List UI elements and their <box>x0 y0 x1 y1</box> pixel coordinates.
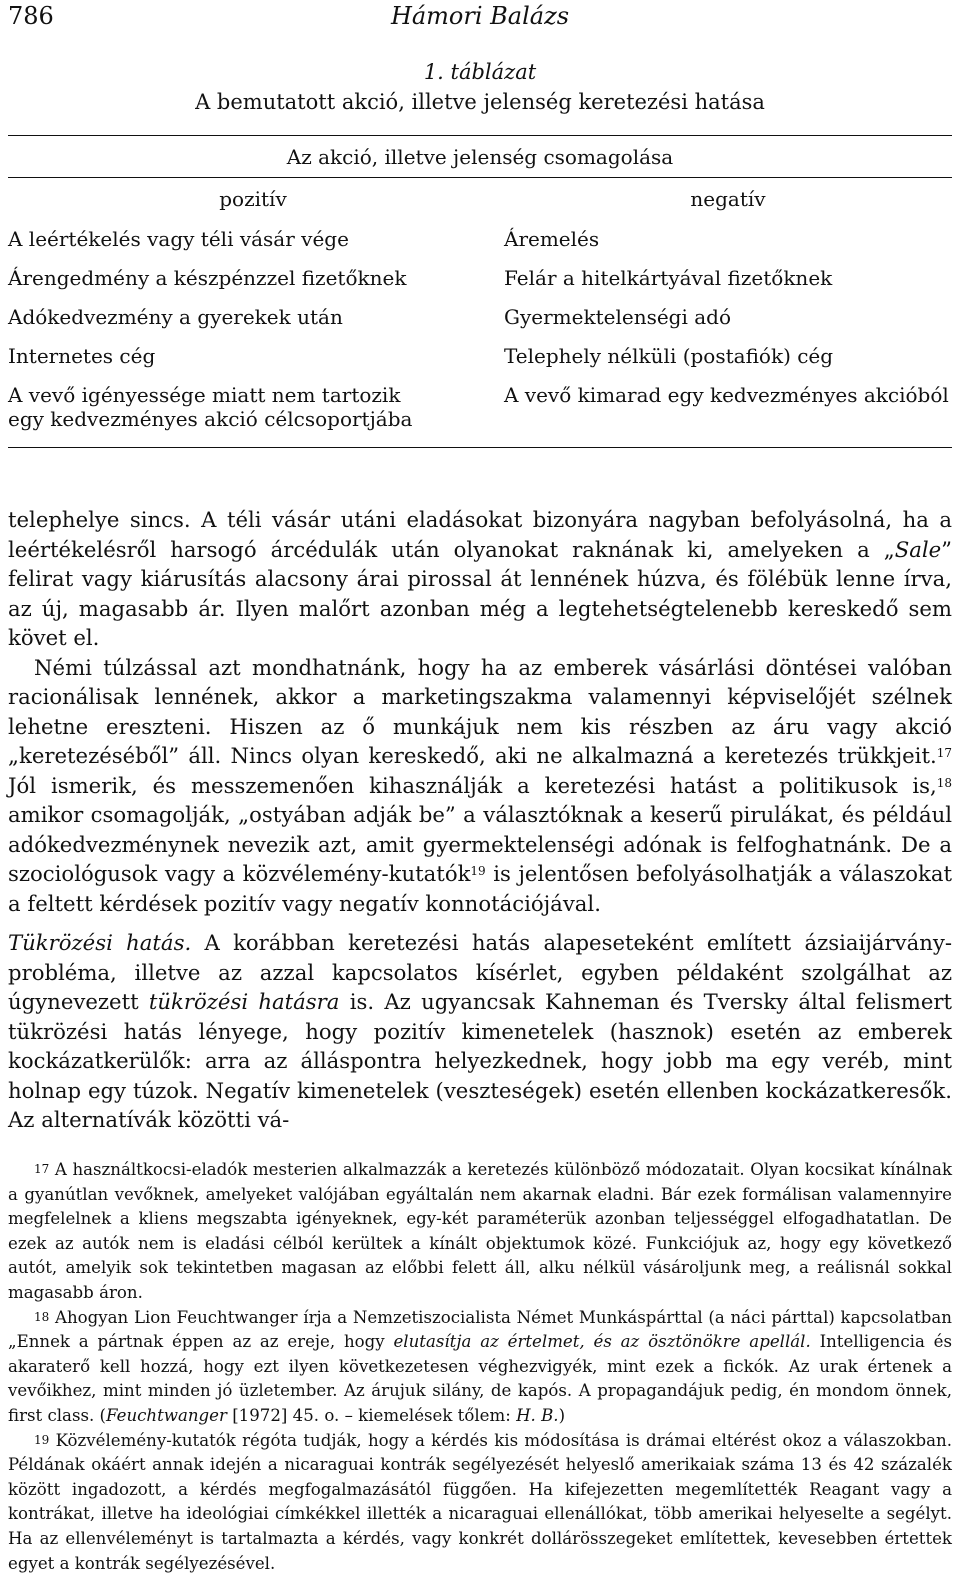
footnote-text: Ahogyan Lion Feuchtwanger írja a Nemzetiszocialista Német Munkáspárttal (a náci párttal) kapcsolatban „Ennek a pártnak éppen az az ereje, hogy <box>8 1307 952 1352</box>
table-row <box>8 227 952 266</box>
footnote-number: 18 <box>34 1309 50 1324</box>
table-bottom-rule <box>8 447 952 448</box>
footnote-text: ) <box>558 1405 566 1425</box>
text-run: is. Az ugyancsak Kahneman és Tversky által felismert tükrözési hatás lényege, hogy pozitív kimenetelek (hasznok) esetén az emberek kockázatkerülők: arra az álláspontra helyezkednek, hogy jobb ma egy veréb, mint holnap egy túzok. Negatív kimenetelek (veszteségek) esetén ellenben kockázatkeresők. Az alternatívák közötti vá- <box>8 989 952 1132</box>
table-top-rule <box>8 135 952 136</box>
text-run: Jól ismerik, és messzemenően kihasználják a keretezési hatást a politikusok is, <box>8 772 937 798</box>
table-row <box>8 305 952 344</box>
footnote-ref[interactable]: 18 <box>936 775 952 790</box>
footnote-text: [1972] 45. o. – kiemelések tőlem: <box>226 1405 517 1425</box>
footnote <box>8 1429 952 1576</box>
table-cell-negative: Gyermektelenségi adó <box>504 305 732 329</box>
paragraph <box>8 653 952 919</box>
table-cell-positive <box>8 383 488 431</box>
table-row <box>8 344 952 383</box>
text-run: amikor csomagolják, „ostyában adják be” a választóknak a keserű pirulákat, és például adókedvezménynek nevezik azt, amit gyermektelenségi adónak is felfoghatnánk. De a szociológusok vagy a közvélemény-kutatók <box>8 802 952 886</box>
footnote-text: Közvélemény-kutatók régóta tudják, hogy a kérdés kis módosítása is drámai eltérést okoz a válaszokban. Példának okáért annak idején a nicaraguai kontrák segélyezését helyeslő amerikaiak száma 13 és 42 százalék között ingadozott, a kérdés megfogalmazásától függően. Ha kifejezetten megemlítették Reagant vagy a kontrákat, illetve ha ideológiai címkékkel illették a nicaraguai ellenállókat, több amerikai helyeselte a segélyt. Ha az ellenvéleményt is tartalmazta a kérdés, vagy konkrét dollárösszegeket említettek, kevesebben értettek egyet a kontrák segélyezésével. <box>8 1430 952 1573</box>
table-body <box>8 227 952 441</box>
footnote-number: 19 <box>34 1432 50 1447</box>
footnote-ref[interactable]: 19 <box>470 864 486 878</box>
text-run: is jelentősen befolyásolhatják a válaszokat a feltett kérdések pozitív vagy negatív konnotációjával. <box>8 861 953 916</box>
body-text-section <box>8 928 952 1135</box>
footnote-text-italic: H. B. <box>516 1405 559 1425</box>
table-cell-positive: A leértékelés vagy téli vásár vége <box>8 227 349 251</box>
footnote-text-italic: elutasítja az értelmet, és az ösztönökre apellál. <box>393 1332 811 1352</box>
table-cell-negative: A vevő kimarad egy kedvezményes akcióból <box>504 383 949 407</box>
footnote <box>8 1306 952 1429</box>
text-run: ” felirat vagy kiárusítás alacsony árai pirossal át lennének húzva, és fölébük lenne írva, az új, magasabb ár. Ilyen malőrt azonban még a legtehetségtelenebb kereskedő sem követ el. <box>8 536 952 650</box>
paragraph <box>8 505 952 653</box>
table-cell-negative: Telephely nélküli (postafiók) cég <box>504 344 834 368</box>
text-run: A korábban keretezési hatás alapeseteként említett ázsiaijárvány-probléma, illetve az azzal kapcsolatos kísérlet, egyben példaként szolgálhat az úgynevezett <box>8 930 952 1014</box>
running-head-author: Hámori Balázs <box>390 2 570 30</box>
table-cell-positive: Internetes cég <box>8 344 156 368</box>
body-text <box>8 505 952 918</box>
table-cell-line: A vevő igényessége miatt nem tartozik <box>8 383 401 407</box>
table-span-header: Az akció, illetve jelenség csomagolása <box>286 145 674 169</box>
table-cell-positive: Adókedvezmény a gyerekek után <box>8 305 343 329</box>
text-run: telephelye sincs. A téli vásár utáni eladásokat bizonyára nagyban befolyásolná, ha a leértékelésről harsogó árcédulák után olyanokat raknának ki, amelyeken a „ <box>8 507 952 562</box>
footnote-text-italic: Feuchtwanger <box>106 1405 227 1425</box>
footnotes <box>8 1158 952 1576</box>
footnote-number: 17 <box>34 1162 50 1176</box>
footnote-text: Intelligencia és akaraterő kell hozzá, hogy ezt ilyen következetesen véghezvigyék, mint ezek a fickók. Az urak értenek a vevőikhez, mint minden jó üzletember. Az árujuk silány, de kapós. A propagandájuk pedig, én mondom önnek, first class. ( <box>8 1332 952 1425</box>
section-heading: Tükrözési hatás. <box>8 930 192 955</box>
column-header-negative: negatív <box>690 187 766 211</box>
column-header-positive: pozitív <box>219 187 287 211</box>
paragraph <box>8 928 952 1135</box>
footnote-text: A használtkocsi-eladók mesterien alkalmazzák a keretezés különböző módozatait. Olyan kocsikat kínálnak a gyanútlan vevőknek, amelyeket valójában egyáltalán nem akarnak eladni. Bár ezek formálisan valamennyire megfelelnek a kliens megszabta igényeknek, egy-két paraméterük azonban teljességgel elfogadhatatlan. De ezek az autók nem is eladási célból kerültek a kínált objektumok közé. Funkciójuk az, hogy egy következő autót, amelyik sok tekintetben magasan az előbbi felett áll, alku nélkül vásároljunk meg, a reálisnál sokkal magasabb áron. <box>8 1160 952 1302</box>
table-title: A bemutatott akció, illetve jelenség keretezési hatása <box>195 90 765 114</box>
table-cell-negative: Áremelés <box>504 227 600 251</box>
table-cell-negative: Felár a hitelkártyával fizetőknek <box>504 266 833 290</box>
table-row <box>8 266 952 305</box>
footnote-ref[interactable]: 17 <box>936 746 952 760</box>
table-row <box>8 383 952 441</box>
table-number: 1. táblázat <box>423 60 537 84</box>
text-run-italic: tükrözési hatásra <box>148 989 340 1014</box>
table-cell-line: egy kedvezményes akció célcsoportjába <box>8 407 413 431</box>
text-run-italic: Sale <box>894 536 942 562</box>
table-header-rule <box>8 177 952 178</box>
footnote <box>8 1158 952 1306</box>
page-number: 786 <box>8 2 54 30</box>
text-run: Némi túlzással azt mondhatnánk, hogy ha az emberek vásárlási döntései valóban racionálisak lennének, akkor a marketingszakma valamennyi képviselőjét szélnek lehetne ereszteni. Hiszen az ő munkájuk nem kis részben az áru vagy akció „keretezéséből” áll. Nincs olyan kereskedő, aki ne alkalmazná a keretezés trükkjeit. <box>8 654 952 768</box>
table-cell-positive: Árengedmény a készpénzzel fizetőknek <box>8 266 407 290</box>
running-header <box>8 0 952 40</box>
